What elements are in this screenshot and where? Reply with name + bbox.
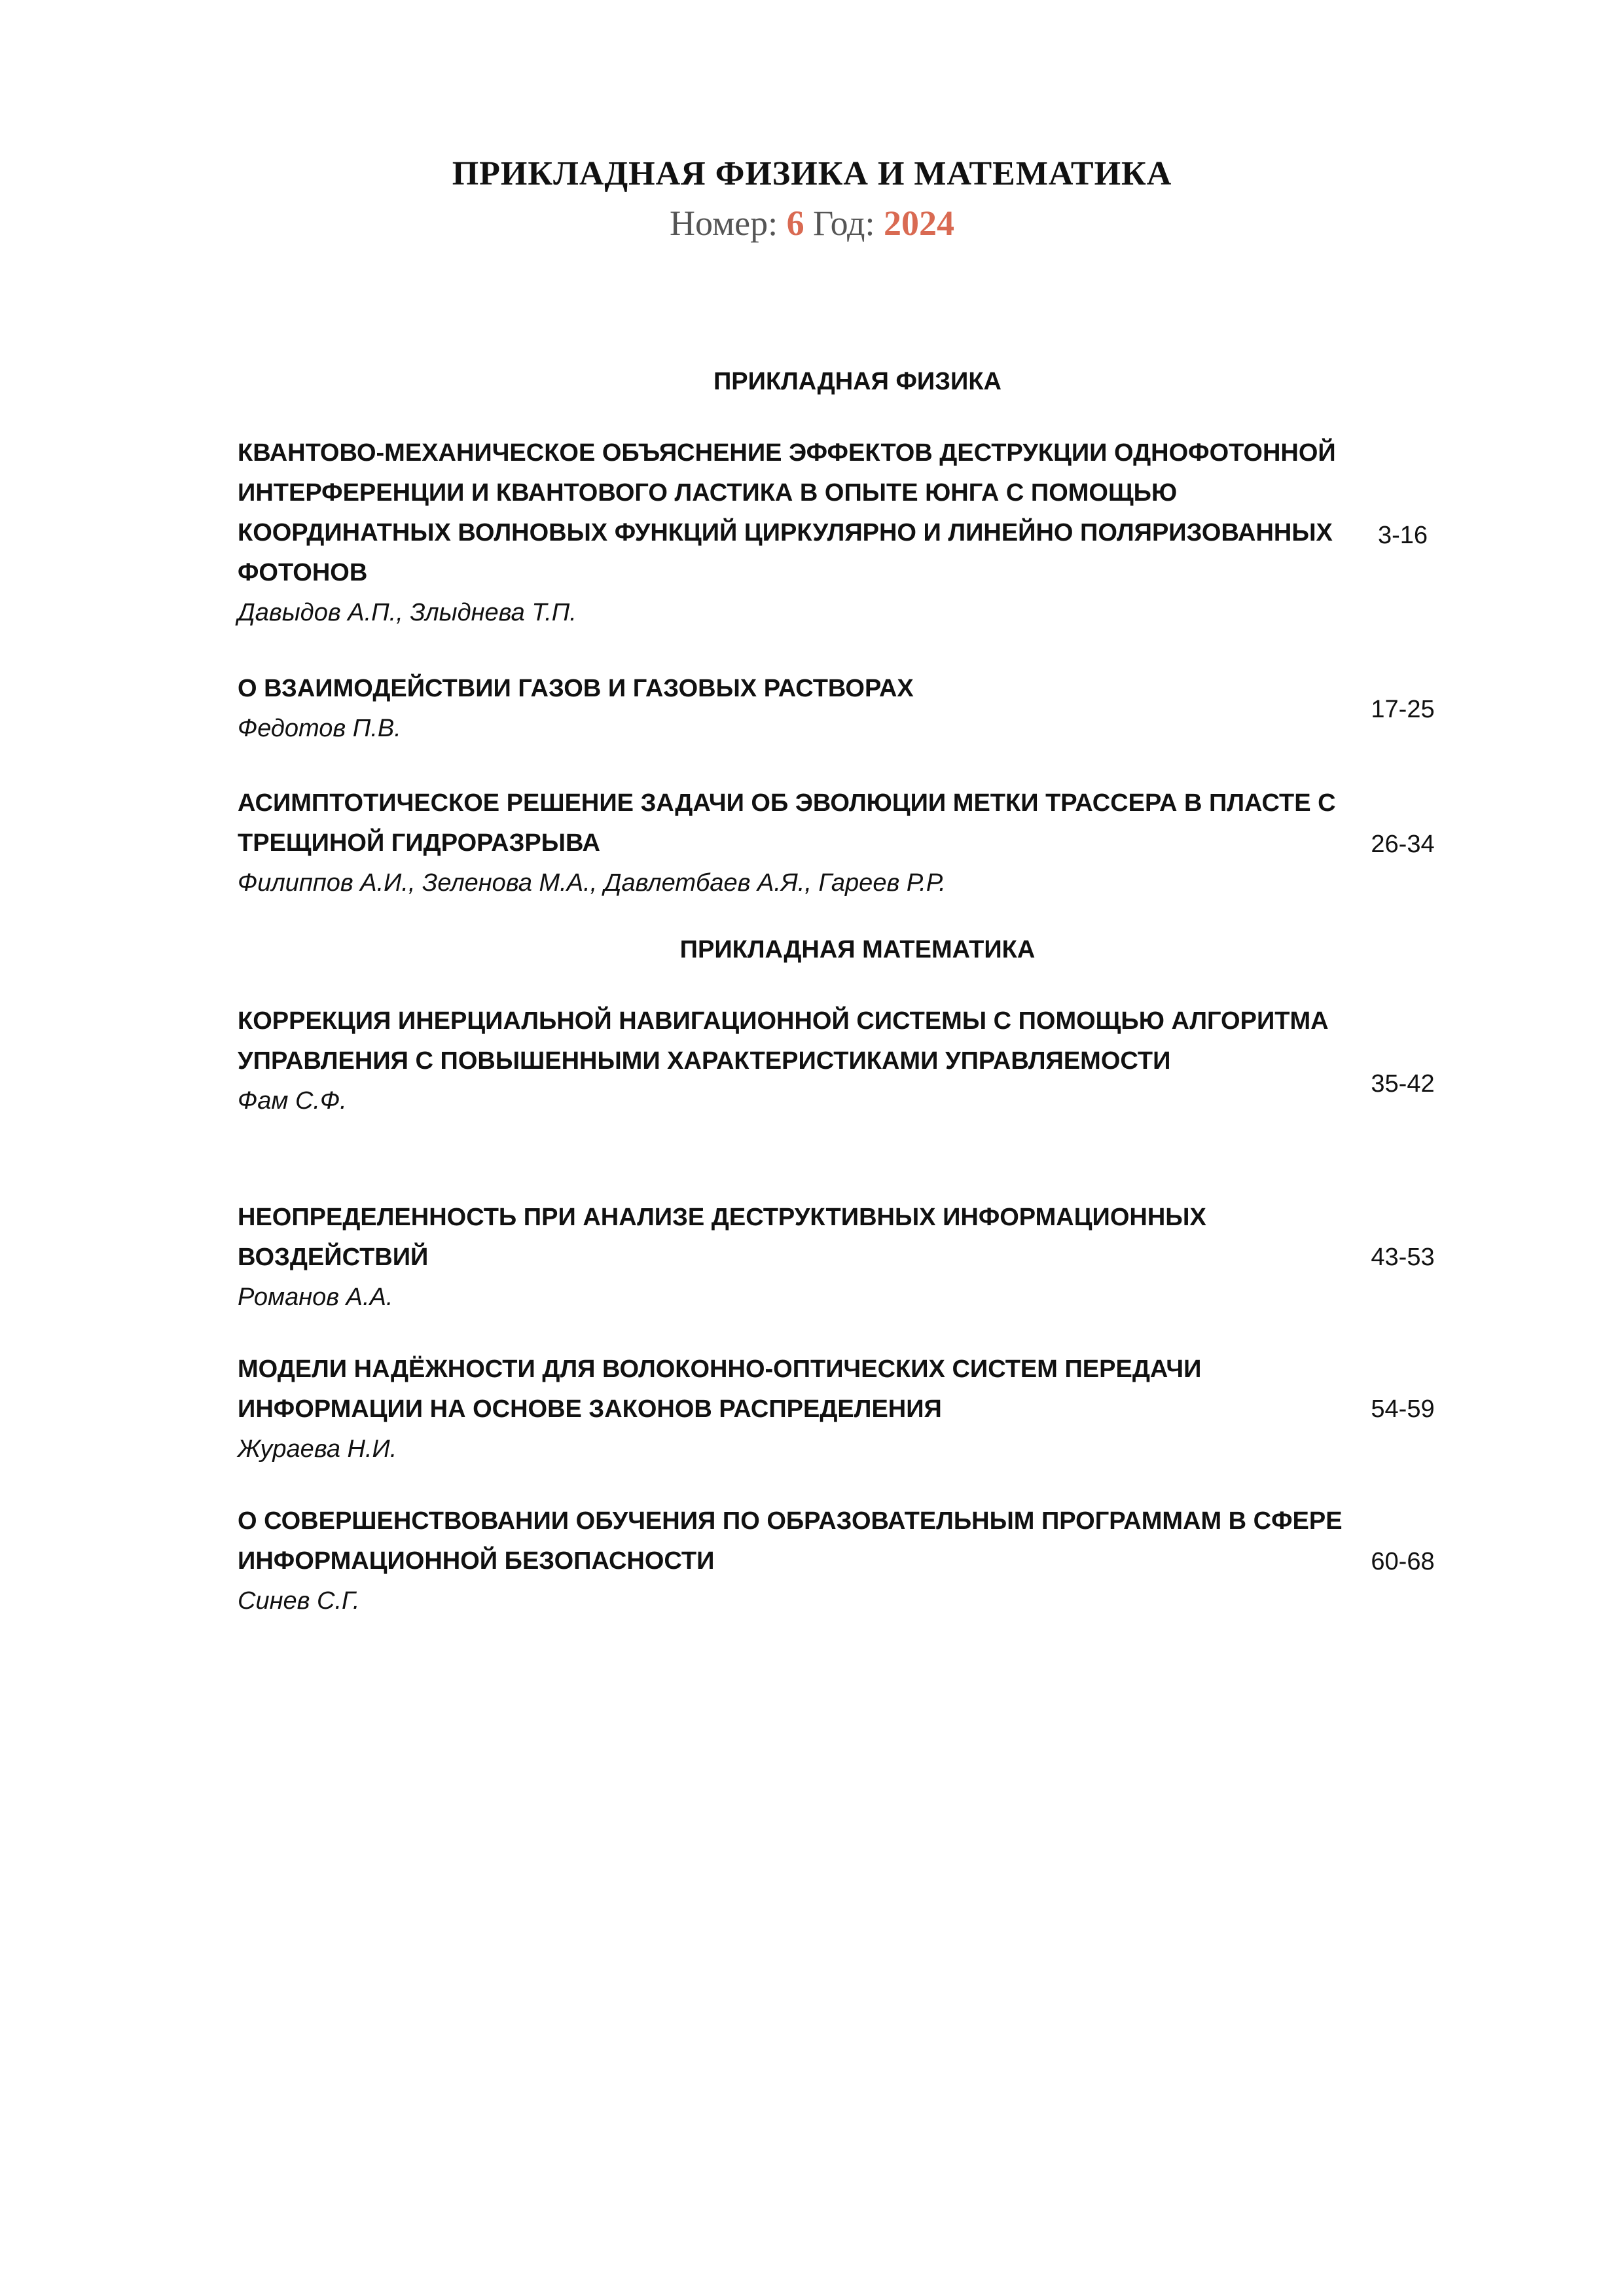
article-pages: 54-59 [1371, 1395, 1435, 1423]
article-title[interactable]: НЕОПРЕДЕЛЕННОСТЬ ПРИ АНАЛИЗЕ ДЕСТРУКТИВНЫХ ИНФОРМАЦИОННЫХ ВОЗДЕЙСТВИЙ [238, 1204, 1206, 1271]
section-heading-physics: ПРИКЛАДНАЯ ФИЗИКА [713, 368, 1001, 395]
section-heading-math: ПРИКЛАДНАЯ МАТЕМАТИКА [679, 936, 1036, 963]
issue-year: 2024 [884, 204, 955, 243]
article-authors: Романов А.А. [238, 1283, 393, 1311]
issue-label: Номер: [669, 204, 778, 243]
article-pages: 60-68 [1371, 1548, 1435, 1575]
toc-entry[interactable] [238, 783, 1363, 903]
year-label: Год: [813, 204, 875, 243]
issue-line [0, 203, 1624, 243]
toc-entry[interactable] [238, 1001, 1363, 1121]
article-authors: Филиппов А.И., Зеленова М.А., Давлетбаев А.Я., Гареев Р.Р. [238, 869, 946, 897]
article-pages: 26-34 [1371, 831, 1435, 858]
issue-number: 6 [786, 204, 804, 243]
article-pages: 43-53 [1371, 1244, 1435, 1271]
article-title[interactable]: МОДЕЛИ НАДЁЖНОСТИ ДЛЯ ВОЛОКОННО-ОПТИЧЕСКИХ СИСТЕМ ПЕРЕДАЧИ ИНФОРМАЦИИ НА ОСНОВЕ ЗАКОНОВ РАСПРЕДЕЛЕНИЯ [238, 1355, 1202, 1423]
article-title[interactable]: КОРРЕКЦИЯ ИНЕРЦИАЛЬНОЙ НАВИГАЦИОННОЙ СИСТЕМЫ С ПОМОЩЬЮ АЛГОРИТМА УПРАВЛЕНИЯ С ПОВЫШЕННЫМИ ХАРАКТЕРИСТИКАМИ УПРАВЛЯЕМОСТИ [238, 1007, 1329, 1075]
toc-entry[interactable] [238, 433, 1363, 633]
article-title[interactable]: КВАНТОВО-МЕХАНИЧЕСКОЕ ОБЪЯСНЕНИЕ ЭФФЕКТОВ ДЕСТРУКЦИИ ОДНОФОТОННОЙ ИНТЕРФЕРЕНЦИИ И КВАНТОВОГО ЛАСТИКА В ОПЫТЕ ЮНГА С ПОМОЩЬЮ КООРДИНАТНЫХ ВОЛНОВЫХ ФУНКЦИЙ ЦИРКУЛЯРНО И ЛИНЕЙНО ПОЛЯРИЗОВАННЫХ ФОТОНОВ [238, 439, 1336, 586]
journal-title: ПРИКЛАДНАЯ ФИЗИКА И МАТЕМАТИКА [452, 155, 1172, 192]
article-authors: Фам С.Ф. [238, 1087, 347, 1115]
article-pages: 35-42 [1371, 1070, 1435, 1098]
article-authors: Давыдов А.П., Злыднева Т.П. [238, 599, 577, 626]
toc-entry[interactable] [238, 1350, 1363, 1469]
article-authors: Синев С.Г. [238, 1587, 360, 1615]
article-pages: 17-25 [1371, 696, 1435, 723]
article-title[interactable]: О СОВЕРШЕНСТВОВАНИИ ОБУЧЕНИЯ ПО ОБРАЗОВАТЕЛЬНЫМ ПРОГРАММАМ В СФЕРЕ ИНФОРМАЦИОННОЙ БЕЗОПАСНОСТИ [238, 1507, 1343, 1575]
toc-entry[interactable] [238, 1501, 1363, 1621]
article-pages: 3-16 [1377, 522, 1428, 549]
article-title[interactable]: АСИМПТОТИЧЕСКОЕ РЕШЕНИЕ ЗАДАЧИ ОБ ЭВОЛЮЦИИ МЕТКИ ТРАССЕРА В ПЛАСТЕ С ТРЕЩИНОЙ ГИДРОРАЗРЫВА [238, 789, 1336, 857]
toc-entry[interactable] [238, 1198, 1363, 1318]
article-authors: Жураева Н.И. [238, 1435, 397, 1463]
article-title[interactable]: О ВЗАИМОДЕЙСТВИИ ГАЗОВ И ГАЗОВЫХ РАСТВОРАХ [238, 675, 914, 702]
toc-entry[interactable] [238, 669, 1363, 749]
article-authors: Федотов П.В. [238, 715, 401, 742]
